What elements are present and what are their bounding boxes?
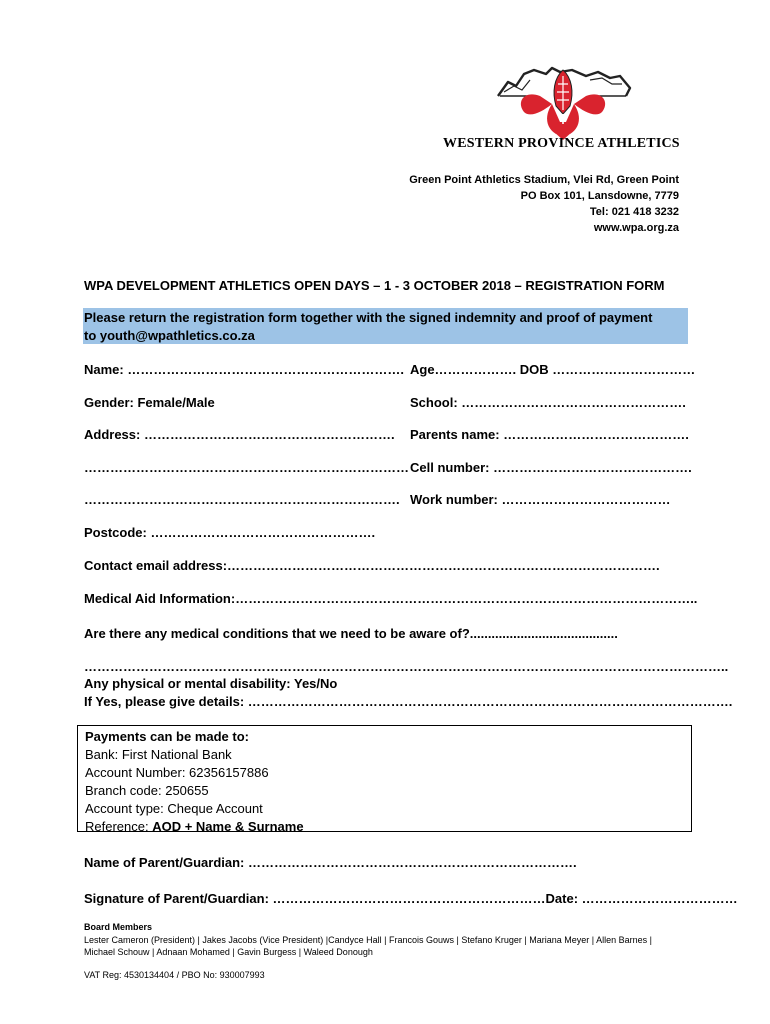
medical-conditions-line[interactable]: ………………………………………………………………………………………………………………………………….. [84,659,729,674]
school-field[interactable]: School: ……………………………………………. [410,395,686,410]
bank-name: Bank: First National Bank [85,747,232,762]
address-line-field-3[interactable]: ………………………………………………………………. [84,492,400,507]
telephone: Tel: 021 418 3232 [589,206,679,218]
payment-info-box [77,725,692,832]
reference-value: AOD + Name & Surname [152,819,304,834]
board-members-line-1: Lester Cameron (President) | Jakes Jacobs (Vice President) |Candyce Hall | Francois Gouws | Stefano Kruger | Mariana Meyer | Allen Barnes | [84,935,652,945]
payment-heading: Payments can be made to: [85,729,249,744]
postcode-field[interactable]: Postcode: ……………………………………………. [84,525,376,540]
gender-field[interactable]: Gender: Female/Male [84,395,215,410]
address-line-field-2[interactable]: ………………………………………………………………… [84,460,409,475]
age-dob-field[interactable]: Age………………. DOB …………………………… [410,362,696,377]
board-heading: Board Members [84,922,153,932]
form-title: WPA DEVELOPMENT ATHLETICS OPEN DAYS – 1 - 3 OCTOBER 2018 – REGISTRATION FORM [84,278,665,293]
disability-details-field[interactable]: If Yes, please give details: …………………………………………………………………………………………………. [84,694,733,709]
payment-reference [85,819,304,834]
parent-signature-date-field[interactable]: Signature of Parent/Guardian: ………………………………………………………Date: ……………………………… [84,891,738,906]
parent-name-field[interactable]: Name of Parent/Guardian: …………………………………………………………………. [84,855,577,870]
return-notice [83,308,688,344]
notice-line-2: to youth@wpathletics.co.za [84,328,255,343]
reference-label: Reference: [85,819,153,834]
account-number: Account Number: 62356157886 [85,765,269,780]
address-line-2: PO Box 101, Lansdowne, 7779 [520,190,679,202]
name-field[interactable]: Name: ………………………………………………………. [84,362,404,377]
contact-email-field[interactable]: Contact email address:………………………………………………………………………………………. [84,558,660,573]
branch-code: Branch code: 250655 [85,783,209,798]
website-link[interactable]: www.wpa.org.za [593,222,679,234]
account-type: Account type: Cheque Account [85,801,263,816]
wpa-protea-mountain-logo-icon [494,62,634,142]
board-members-line-2: Michael Schouw | Adnaan Mohamed | Gavin Burgess | Waleed Donough [84,947,373,957]
org-name: WESTERN PROVINCE ATHLETICS [443,136,680,151]
vat-pbo-numbers: VAT Reg: 4530134404 / PBO No: 930007993 [84,970,265,980]
address-line-1: Green Point Athletics Stadium, Vlei Rd, Green Point [409,174,679,186]
work-number-field[interactable]: Work number: ………………………………… [410,492,671,507]
medical-aid-field[interactable]: Medical Aid Information:…………………………………………………………………………………………….. [84,591,698,606]
cell-number-field[interactable]: Cell number: ………………………………………. [410,460,692,475]
notice-line-1: Please return the registration form together with the signed indemnity and proof of payment [84,310,653,325]
disability-question[interactable]: Any physical or mental disability: Yes/No [84,676,338,691]
medical-conditions-field[interactable]: Are there any medical conditions that we need to be aware of?......................................... [84,626,618,641]
address-field[interactable]: Address: …………………………………………………. [84,427,395,442]
parents-name-field[interactable]: Parents name: ……………………………………. [410,427,689,442]
